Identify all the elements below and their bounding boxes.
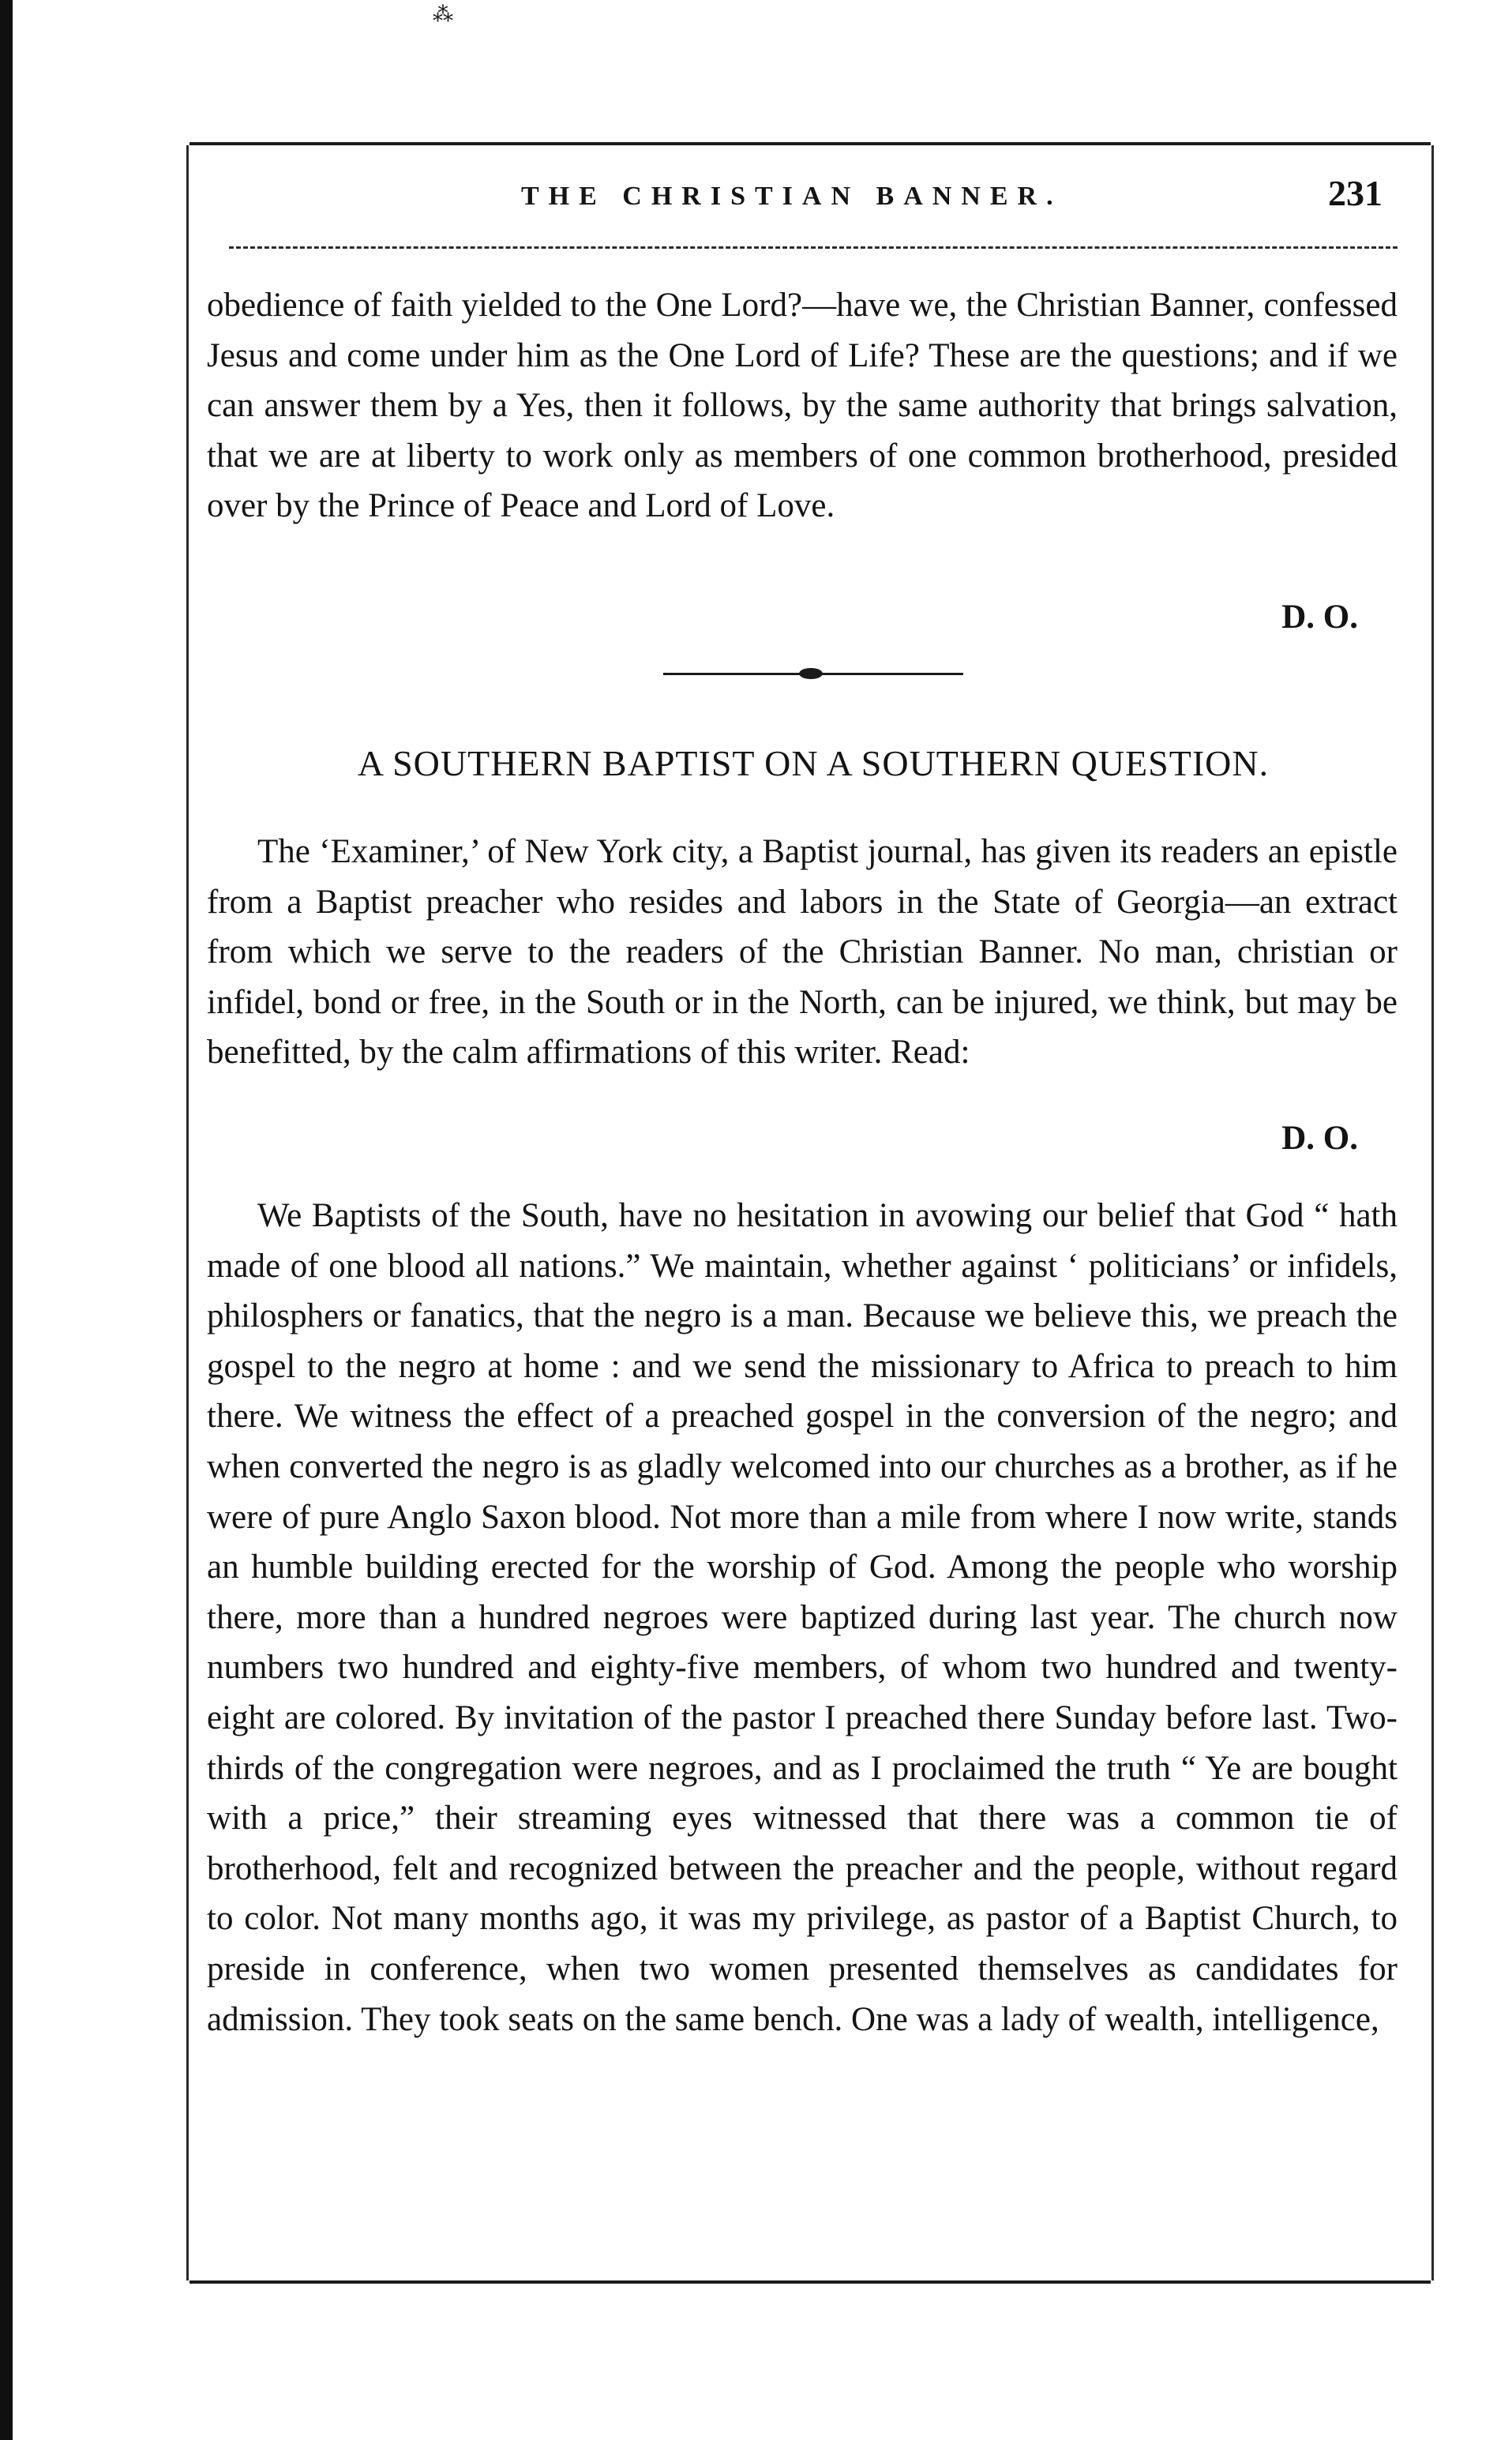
running-head: THE CHRISTIAN BANNER. <box>521 182 1063 211</box>
frame-right-rule <box>1431 145 1434 2280</box>
signature-initials: D. O. <box>1281 1120 1358 1157</box>
continued-paragraph: obedience of faith yielded to the One Lord?—have we, the Christian Banner, confessed Jesus and come under him as the One Lord of Life? These are the questions; and if we can answer them by a Yes, then it follows, by the same authority that brings salvation, that we are at liberty to work only as members of one common brotherhood, presided over by the Prince of Peace and Lord of Love. <box>207 287 1398 525</box>
printer-mark: ⁂ <box>433 3 453 26</box>
quoted-letter-paragraph: We Baptists of the South, have no hesitation in avowing our belief that God “ hath made of one blood all nations.” We maintain, whether against ‘ politicians’ or infidels, philosphers or fanatics, that the negro is a man. Because we believe this, we preach the gospel to the negro at home : and we send the missionary to Africa to preach to him there. We witness the effect of a preached gospel in the conversion of the negro; and when converted the negro is as gladly welcomed into our churches as a brother, as if he were of pure Anglo Saxon blood. Not more than a mile from where I now write, stands an humble building erected for the worship of God. Among the people who worship there, more than a hundred negroes were baptized during last year. The church now numbers two hundred and eighty-five members, of whom two hundred and twenty-eight are colored. By invitation of the pastor I preached there Sunday before last. Two-thirds of the congregation were negroes, and as I proclaimed the truth “ Ye are bought with a price,” their streaming eyes witnessed that there was a common tie of brotherhood, felt and recognized between the preacher and the people, without regard to color. Not many months ago, it was my privilege, as pastor of a Baptist Church, to preside in conference, when two women presented themselves as candidates for admission. They took seats on the same bench. One was a lady of wealth, intelligence, <box>207 1197 1398 2038</box>
page-number: 231 <box>1328 173 1383 213</box>
separator-ornament <box>799 668 823 679</box>
frame-left-rule <box>186 145 189 2280</box>
signature-initials: D. O. <box>1281 599 1358 636</box>
header-rule <box>229 246 1398 249</box>
page-edge-border <box>0 0 13 2440</box>
section-separator <box>663 666 963 682</box>
article-intro-paragraph: The ‘Examiner,’ of New York city, a Baptist journal, has given its readers an epistle from a Baptist preacher who resides and labors in the State of Georgia—an extract from which we serve to the readers of the Christian Banner. No man, christian or infidel, bond or free, in the South or in the North, can be injured, we think, but may be benefitted, by the calm affirmations of this writer. Read: <box>207 833 1398 1072</box>
article-heading: A SOUTHERN BAPTIST ON A SOUTHERN QUESTION. <box>357 743 1270 783</box>
